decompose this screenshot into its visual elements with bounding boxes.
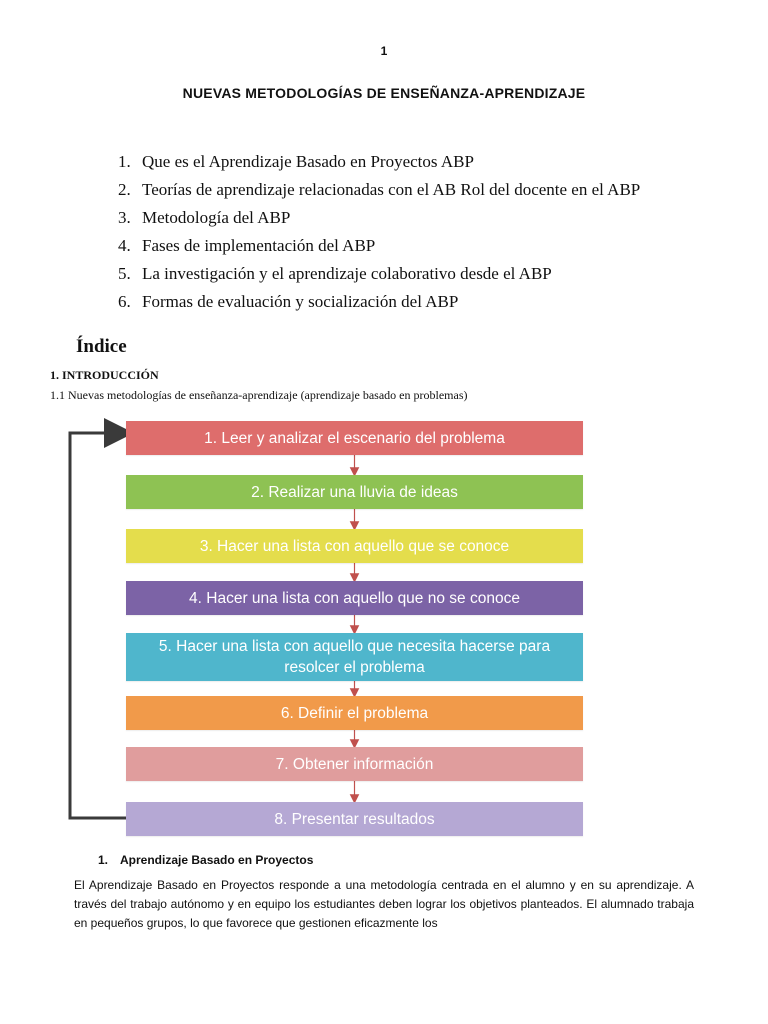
page-number: 1 <box>380 44 388 58</box>
step-label: 4. Hacer una lista con aquello que no se conoce <box>189 589 520 607</box>
topic-text: Fases de implementación del ABP <box>142 236 376 255</box>
topic-number: 6. <box>118 292 131 311</box>
intro-heading: 1. INTRODUCCIÓN <box>50 368 159 382</box>
flow-step-8 <box>126 802 583 836</box>
topic-item <box>118 204 640 232</box>
topics-list <box>118 148 640 316</box>
section-title: Aprendizaje Basado en Proyectos <box>120 853 314 867</box>
topic-number: 4. <box>118 236 131 255</box>
topic-number: 5. <box>118 264 131 283</box>
loop-back-arrow <box>70 433 126 818</box>
topic-text: Formas de evaluación y socialización del ABP <box>142 292 459 311</box>
index-heading: Índice <box>76 336 127 357</box>
flow-step-4 <box>126 581 583 615</box>
section-body: El Aprendizaje Basado en Proyectos responde a una metodología centrada en el alumno y en su aprendizaje. A través del trabajo autónomo y en equipo los estudiantes deben lograr los objetivos planteados. El alumnado trabaja en pequeños grupos, lo que favorece que gestionen eficazmente los <box>74 878 694 930</box>
flow-step-5 <box>126 633 583 681</box>
flow-step-3 <box>126 529 583 563</box>
step-label: 2. Realizar una lluvia de ideas <box>251 483 458 501</box>
topic-item <box>118 288 640 316</box>
topic-number: 2. <box>118 180 131 199</box>
intro-subheading: 1.1 Nuevas metodologías de enseñanza-aprendizaje (aprendizaje basado en problemas) <box>50 388 468 402</box>
step-label: 6. Definir el problema <box>280 704 429 722</box>
document-title: NUEVAS METODOLOGÍAS DE ENSEÑANZA-APRENDIZAJE <box>182 85 586 101</box>
topic-item <box>118 176 640 204</box>
topic-number: 1. <box>118 152 131 171</box>
step-label: 1. Leer y analizar el escenario del problema <box>204 429 505 447</box>
section-number: 1. <box>98 853 109 867</box>
abp-steps-flowchart <box>60 415 600 845</box>
topic-number: 3. <box>118 208 131 227</box>
topic-text: Que es el Aprendizaje Basado en Proyectos ABP <box>142 152 474 171</box>
section-heading <box>98 853 313 867</box>
topic-item <box>118 260 640 288</box>
step-label: 3. Hacer una lista con aquello que se conoce <box>199 537 510 555</box>
topic-item <box>118 232 640 260</box>
step-label: 5. Hacer una lista con aquello que necesita hacerse para resolcer el problema <box>158 638 551 676</box>
topic-text: Teorías de aprendizaje relacionadas con el AB Rol del docente en el ABP <box>142 180 641 199</box>
flow-step-6 <box>126 696 583 730</box>
step-label: 8. Presentar resultados <box>274 810 435 828</box>
topic-text: La investigación y el aprendizaje colaborativo desde el ABP <box>142 264 552 283</box>
flow-step-7 <box>126 747 583 781</box>
flow-step-2 <box>126 475 583 509</box>
topic-text: Metodología del ABP <box>142 208 291 227</box>
step-label: 7. Obtener información <box>275 755 434 773</box>
flow-step-1 <box>126 421 583 455</box>
topic-item <box>118 148 640 176</box>
